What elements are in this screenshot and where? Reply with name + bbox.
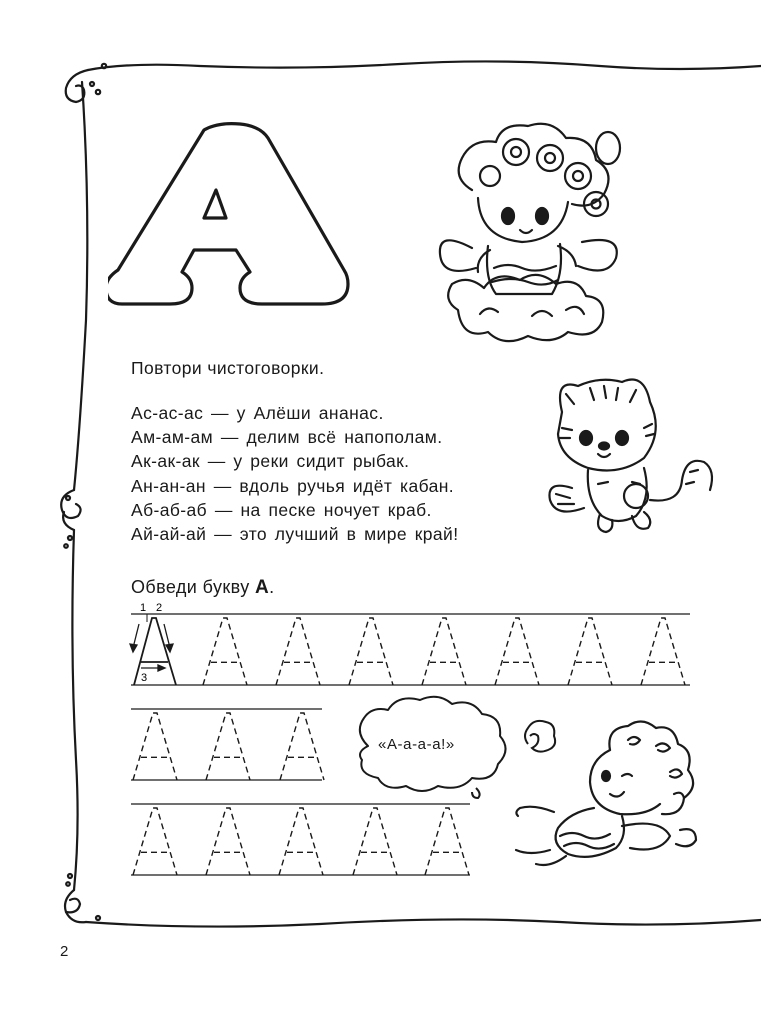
- speech-bubble-text: «А-а-а-а!»: [378, 736, 455, 753]
- stroke-number-3: 3: [141, 672, 148, 684]
- tracing-letter: [206, 713, 250, 780]
- tracing-letter: [280, 713, 324, 780]
- stroke-arrows: [130, 624, 173, 671]
- tongue-twister-line: Ай-ай-ай — это лучший в мире край!: [131, 523, 459, 544]
- tracing-letter: [641, 618, 685, 685]
- tracing-letter: [206, 808, 250, 875]
- tracing-letter: [425, 808, 469, 875]
- tracing-letter: [279, 808, 323, 875]
- tracing-letter: [133, 808, 177, 875]
- tracing-letter: [495, 618, 539, 685]
- tongue-twister-line: Ак-ак-ак — у реки сидит рыбак.: [131, 451, 410, 472]
- task2-instruction-suffix: .: [269, 577, 275, 597]
- stroke-number-2: 2: [156, 602, 163, 614]
- task2-instruction-letter: А: [255, 577, 270, 598]
- big-letter-text: А: [108, 118, 109, 119]
- tracing-letter: [133, 713, 177, 780]
- tracing-letter: [422, 618, 466, 685]
- page-number: 2: [60, 943, 69, 960]
- tracing-letter: [276, 618, 320, 685]
- task2-instruction-prefix: Обведи букву: [131, 577, 256, 597]
- tracing-letter: [349, 618, 393, 685]
- tracing-letter: [568, 618, 612, 685]
- tongue-twister-line: Ан-ан-ан — вдоль ручья идёт кабан.: [131, 475, 455, 496]
- tracing-letter: [353, 808, 397, 875]
- tracing-letter: [203, 618, 247, 685]
- flying-cherub-illustration: [510, 716, 710, 874]
- tongue-twister-line: Ас-ас-ас — у Алёши ананас.: [131, 403, 384, 423]
- tongue-twister-line: Аб-аб-аб — на песке ночует краб.: [131, 499, 432, 520]
- tongue-twister-line: Ам-ам-ам — делим всё напополам.: [131, 427, 443, 448]
- task1-instruction: Повтори чистоговорки.: [131, 358, 325, 378]
- stroke-number-1: 1: [140, 602, 147, 614]
